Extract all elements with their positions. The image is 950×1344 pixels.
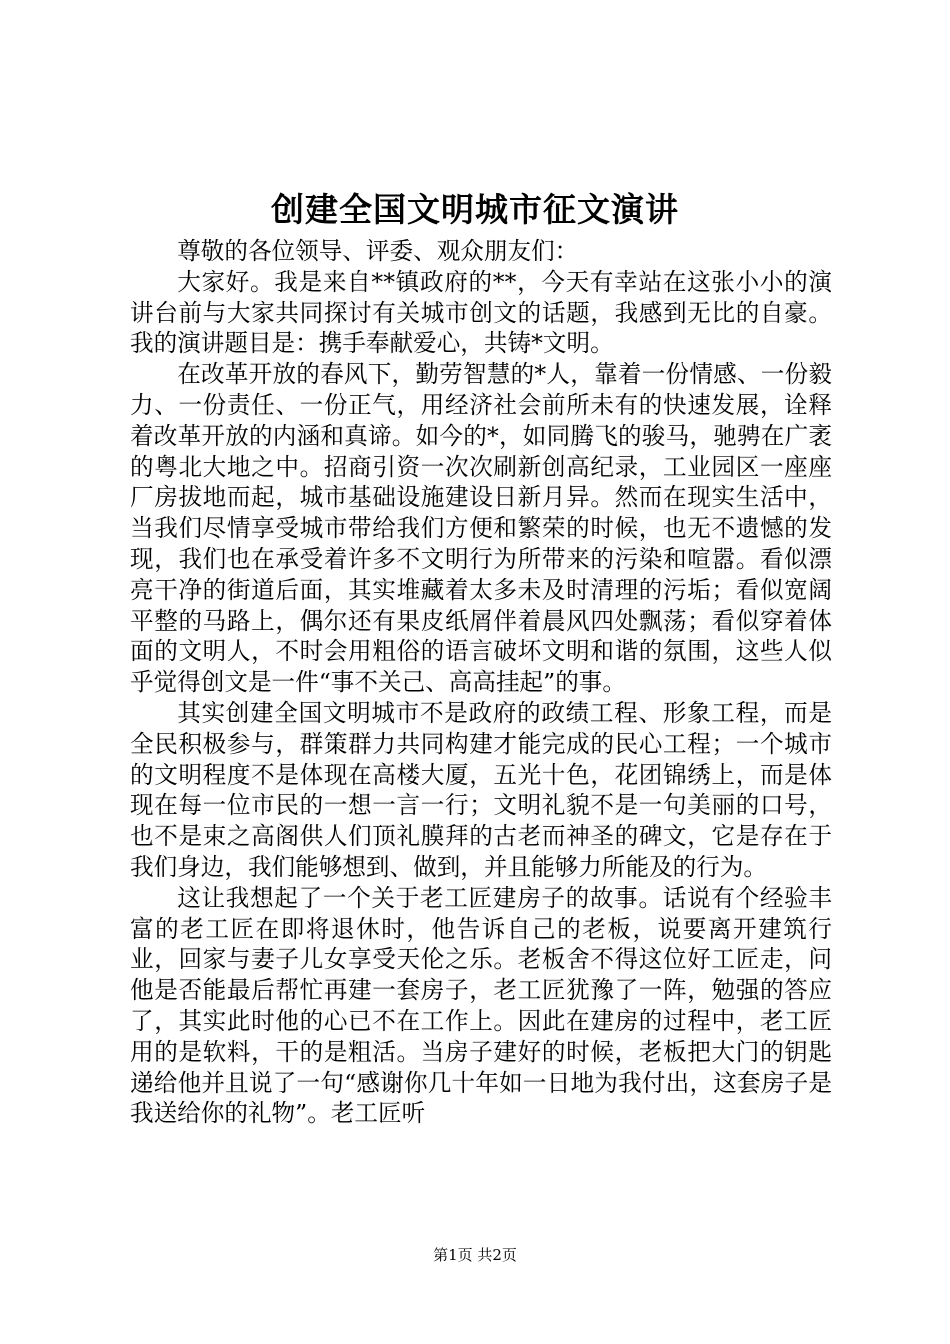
body-paragraph: 这让我想起了一个关于老工匠建房子的故事。话说有个经验丰富的老工匠在即将退休时，他告诉自己的老板，说要离开建筑行业，回家与妻子儿女享受天伦之乐。老板舍不得这位好工匠走，问他是否能最后帮忙再建一套房子，老工匠犹豫了一阵，勉强的答应了，其实此时他的心已不在工作上。因此在建房的过程中，老工匠用的是软料，干的是粗活。当房子建好的时候，老板把大门的钥匙递给他并且说了一句“感谢你几十年如一日地为我付出，这套房子是我送给你的礼物”。老工匠听 — [130, 883, 832, 1128]
body-paragraph: 大家好。我是来自**镇政府的**，今天有幸站在这张小小的演讲台前与大家共同探讨有关城市创文的话题，我感到无比的自豪。我的演讲题目是：携手奉献爱心，共铸*文明。 — [130, 267, 832, 358]
document-body — [130, 236, 832, 1129]
body-paragraph: 在改革开放的春风下，勤劳智慧的*人，靠着一份情感、一份毅力、一份责任、一份正气，用经济社会前所未有的快速发展，诠释着改革开放的内涵和真谛。如今的*，如同腾飞的骏马，驰骋在广袤的粤北大地之中。招商引资一次次刷新创高纪录，工业园区一座座厂房拔地而起，城市基础设施建设日新月异。然而在现实生活中，当我们尽情享受城市带给我们方便和繁荣的时候，也无不遗憾的发现，我们也在承受着许多不文明行为所带来的污染和喧嚣。看似漂亮干净的街道后面，其实堆藏着太多未及时清理的污垢；看似宽阔平整的马路上，偶尔还有果皮纸屑伴着晨风四处飘荡；看似穿着体面的文明人，不时会用粗俗的语言破坏文明和谐的氛围，这些人似乎觉得创文是一件“事不关己、高高挂起”的事。 — [130, 360, 832, 697]
body-paragraph: 其实创建全国文明城市不是政府的政绩工程、形象工程，而是全民积极参与，群策群力共同构建才能完成的民心工程；一个城市的文明程度不是体现在高楼大厦，五光十色，花团锦绣上，而是体现在每一位市民的一想一言一行；文明礼貌不是一句美丽的口号，也不是束之高阁供人们顶礼膜拜的古老而神圣的碑文，它是存在于我们身边，我们能够想到、做到，并且能够力所能及的行为。 — [130, 698, 832, 881]
salutation-paragraph: 尊敬的各位领导、评委、观众朋友们： — [177, 237, 579, 265]
page-footer: 第1页 共2页 — [433, 1246, 517, 1264]
document-title: 创建全国文明城市征文演讲 — [271, 190, 679, 229]
